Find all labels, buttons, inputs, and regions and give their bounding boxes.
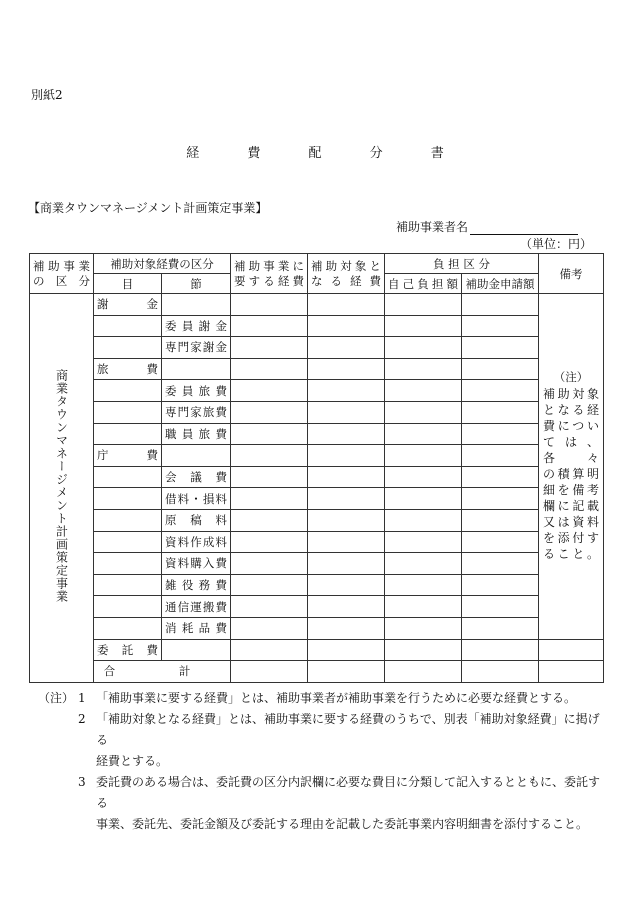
required-expense-input[interactable] — [231, 509, 308, 531]
eligible-expense-input[interactable] — [308, 380, 385, 402]
item-cell: 委 託 費 — [94, 639, 162, 661]
item-cell — [94, 553, 162, 575]
subitem-cell: 職員旅費 — [162, 423, 231, 445]
self-burden-input[interactable] — [385, 466, 462, 488]
header-burden: 負 担 区 分 — [385, 254, 539, 274]
table-row — [30, 596, 604, 618]
required-expense-input[interactable] — [231, 337, 308, 359]
self-burden-input[interactable] — [385, 639, 462, 661]
grant-request-input[interactable] — [462, 294, 539, 316]
item-cell — [94, 531, 162, 553]
note-row-2 — [38, 709, 604, 751]
required-expense-input[interactable] — [231, 401, 308, 423]
item-cell — [94, 466, 162, 488]
grant-request-input[interactable] — [462, 639, 539, 661]
table-row — [30, 358, 604, 380]
item-cell — [94, 509, 162, 531]
header-required-l2: 要する経費 — [234, 273, 304, 288]
item-cell: 庁 費 — [94, 445, 162, 467]
table-row — [30, 639, 604, 661]
header-remarks: 備考 — [539, 254, 604, 294]
subitem-cell: 通信運搬費 — [162, 596, 231, 618]
grant-request-input[interactable] — [462, 596, 539, 618]
note-number: 2 — [78, 712, 86, 726]
self-burden-input[interactable] — [385, 617, 462, 639]
subitem-cell — [162, 358, 231, 380]
remarks-input[interactable] — [539, 639, 604, 661]
table-row — [30, 294, 604, 316]
total-self-burden[interactable] — [385, 661, 462, 683]
note-row-3 — [38, 772, 604, 814]
header-required-l1: 補助事業に — [234, 258, 304, 273]
required-expense-input[interactable] — [231, 488, 308, 510]
required-expense-input[interactable] — [231, 423, 308, 445]
eligible-expense-input[interactable] — [308, 639, 385, 661]
total-row — [30, 661, 604, 683]
self-burden-input[interactable] — [385, 294, 462, 316]
grant-request-input[interactable] — [462, 337, 539, 359]
table-row — [30, 445, 604, 467]
required-expense-input[interactable] — [231, 466, 308, 488]
header-grant-request: 補助金申請額 — [462, 274, 539, 294]
required-expense-input[interactable] — [231, 531, 308, 553]
item-cell — [94, 596, 162, 618]
header-required-expense — [231, 254, 308, 294]
note-text: 「補助対象となる経費」とは、補助事業に要する経費のうちで、別表「補助対象経費」に掲げる — [96, 712, 600, 747]
required-expense-input[interactable] — [231, 574, 308, 596]
note-number: 3 — [78, 775, 86, 789]
document-title: 経 費 配 分 書 — [186, 146, 466, 161]
grant-request-input[interactable] — [462, 423, 539, 445]
item-cell — [94, 574, 162, 596]
subitem-cell: 委員謝金 — [162, 315, 231, 337]
self-burden-input[interactable] — [385, 401, 462, 423]
grant-request-input[interactable] — [462, 315, 539, 337]
table-row — [30, 466, 604, 488]
grant-request-input[interactable] — [462, 445, 539, 467]
table-row — [30, 531, 604, 553]
table-row — [30, 401, 604, 423]
header-subitem: 節 — [162, 274, 231, 294]
grant-request-input[interactable] — [462, 380, 539, 402]
subitem-cell: 資料作成料 — [162, 531, 231, 553]
item-cell — [94, 488, 162, 510]
eligible-expense-input[interactable] — [308, 574, 385, 596]
item-cell — [94, 337, 162, 359]
table-row — [30, 574, 604, 596]
required-expense-input[interactable] — [231, 553, 308, 575]
required-expense-input[interactable] — [231, 596, 308, 618]
expense-allocation-table — [29, 253, 604, 683]
operator-name-field — [396, 218, 578, 235]
remarks-cell — [539, 294, 604, 640]
eligible-expense-input[interactable] — [308, 509, 385, 531]
grant-request-input[interactable] — [462, 617, 539, 639]
notes-label: （注） — [38, 691, 75, 705]
item-cell — [94, 315, 162, 337]
grant-request-input[interactable] — [462, 358, 539, 380]
note-row-1 — [38, 688, 604, 709]
required-expense-input[interactable] — [231, 380, 308, 402]
header-category — [30, 254, 94, 294]
self-burden-input[interactable] — [385, 488, 462, 510]
self-burden-input[interactable] — [385, 380, 462, 402]
eligible-expense-input[interactable] — [308, 294, 385, 316]
operator-label: 補助事業者名 — [396, 220, 469, 234]
grant-request-input[interactable] — [462, 509, 539, 531]
eligible-expense-input[interactable] — [308, 596, 385, 618]
item-cell — [94, 401, 162, 423]
grant-request-input[interactable] — [462, 531, 539, 553]
self-burden-input[interactable] — [385, 315, 462, 337]
subitem-cell — [162, 445, 231, 467]
note-text: 委託費のある場合は、委託費の区分内訳欄に必要な費目に分類して記入するとともに、委託する — [96, 775, 601, 810]
self-burden-input[interactable] — [385, 445, 462, 467]
subitem-cell: 雑役務費 — [162, 574, 231, 596]
grant-request-input[interactable] — [462, 574, 539, 596]
self-burden-input[interactable] — [385, 574, 462, 596]
remarks-text: 補助対象 となる経 費につい ては、各々 の積算明 細を備考 欄に記載 又は資料 を添付す ること。 — [543, 387, 599, 562]
eligible-expense-input[interactable] — [308, 488, 385, 510]
required-expense-input[interactable] — [231, 358, 308, 380]
total-label: 合 計 — [94, 661, 231, 683]
table-row — [30, 337, 604, 359]
header-eligible-l2: なる経費 — [311, 273, 381, 288]
table-row — [30, 380, 604, 402]
table-row — [30, 488, 604, 510]
self-burden-input[interactable] — [385, 531, 462, 553]
grant-request-input[interactable] — [462, 488, 539, 510]
item-cell — [94, 380, 162, 402]
eligible-expense-input[interactable] — [308, 617, 385, 639]
eligible-expense-input[interactable] — [308, 315, 385, 337]
item-cell — [94, 617, 162, 639]
operator-name-blank[interactable] — [470, 222, 578, 235]
table-row — [30, 423, 604, 445]
eligible-expense-input[interactable] — [308, 553, 385, 575]
total-required-expense[interactable] — [231, 661, 308, 683]
subitem-cell: 借料・損料 — [162, 488, 231, 510]
subitem-cell — [162, 639, 231, 661]
note-continuation: 事業、委託先、委託金額及び委託する理由を記載した委託事業内容明細書を添付すること。 — [96, 817, 589, 831]
total-remarks[interactable] — [539, 661, 604, 683]
self-burden-input[interactable] — [385, 423, 462, 445]
required-expense-input[interactable] — [231, 315, 308, 337]
subitem-cell: 専門家謝金 — [162, 337, 231, 359]
table-row — [30, 553, 604, 575]
eligible-expense-input[interactable] — [308, 401, 385, 423]
category-text: 商業タウンマネージメント計画策定事業 — [54, 369, 69, 604]
subitem-cell: 専門家旅費 — [162, 401, 231, 423]
table-row — [30, 509, 604, 531]
eligible-expense-input[interactable] — [308, 531, 385, 553]
subitem-cell: 委員旅費 — [162, 380, 231, 402]
self-burden-input[interactable] — [385, 337, 462, 359]
item-cell: 旅 費 — [94, 358, 162, 380]
eligible-expense-input[interactable] — [308, 337, 385, 359]
note-continuation: 経費とする。 — [96, 754, 169, 768]
eligible-expense-input[interactable] — [308, 445, 385, 467]
grant-request-input[interactable] — [462, 466, 539, 488]
self-burden-input[interactable] — [385, 596, 462, 618]
header-item: 目 — [94, 274, 162, 294]
grant-request-input[interactable] — [462, 553, 539, 575]
grant-request-input[interactable] — [462, 401, 539, 423]
self-burden-input[interactable] — [385, 553, 462, 575]
subitem-cell — [162, 294, 231, 316]
subitem-cell: 会議費 — [162, 466, 231, 488]
eligible-expense-input[interactable] — [308, 358, 385, 380]
header-eligible-expense — [308, 254, 385, 294]
self-burden-input[interactable] — [385, 358, 462, 380]
category-cell — [30, 294, 94, 683]
subitem-cell: 資料購入費 — [162, 553, 231, 575]
header-category-l2: の区分 — [33, 273, 90, 288]
table-row — [30, 617, 604, 639]
item-cell — [94, 423, 162, 445]
header-eligible-l1: 補助対象と — [311, 258, 381, 273]
item-cell: 謝 金 — [94, 294, 162, 316]
notes — [38, 688, 604, 835]
self-burden-input[interactable] — [385, 509, 462, 531]
table-row — [30, 315, 604, 337]
unit-label: （単位：円） — [520, 237, 593, 251]
remarks-heading: （注） — [553, 370, 589, 385]
required-expense-input[interactable] — [231, 639, 308, 661]
note-number: 1 — [78, 691, 86, 705]
header-self-burden: 自己負担額 — [385, 274, 462, 294]
header-category-l1: 補助事業 — [33, 258, 90, 273]
required-expense-input[interactable] — [231, 294, 308, 316]
subitem-cell: 原稿料 — [162, 509, 231, 531]
project-title: 【商業タウンマネージメント計画策定事業】 — [28, 201, 268, 215]
note-text: 「補助事業に要する経費」とは、補助事業者が補助事業を行うために必要な経費とする。 — [96, 691, 577, 705]
header-eligible-expense-class: 補助対象経費の区分 — [94, 254, 231, 274]
required-expense-input[interactable] — [231, 617, 308, 639]
eligible-expense-input[interactable] — [308, 423, 385, 445]
subitem-cell: 消耗品費 — [162, 617, 231, 639]
total-eligible-expense[interactable] — [308, 661, 385, 683]
eligible-expense-input[interactable] — [308, 466, 385, 488]
attachment-label: 別紙2 — [31, 88, 63, 102]
total-grant-request[interactable] — [462, 661, 539, 683]
required-expense-input[interactable] — [231, 445, 308, 467]
